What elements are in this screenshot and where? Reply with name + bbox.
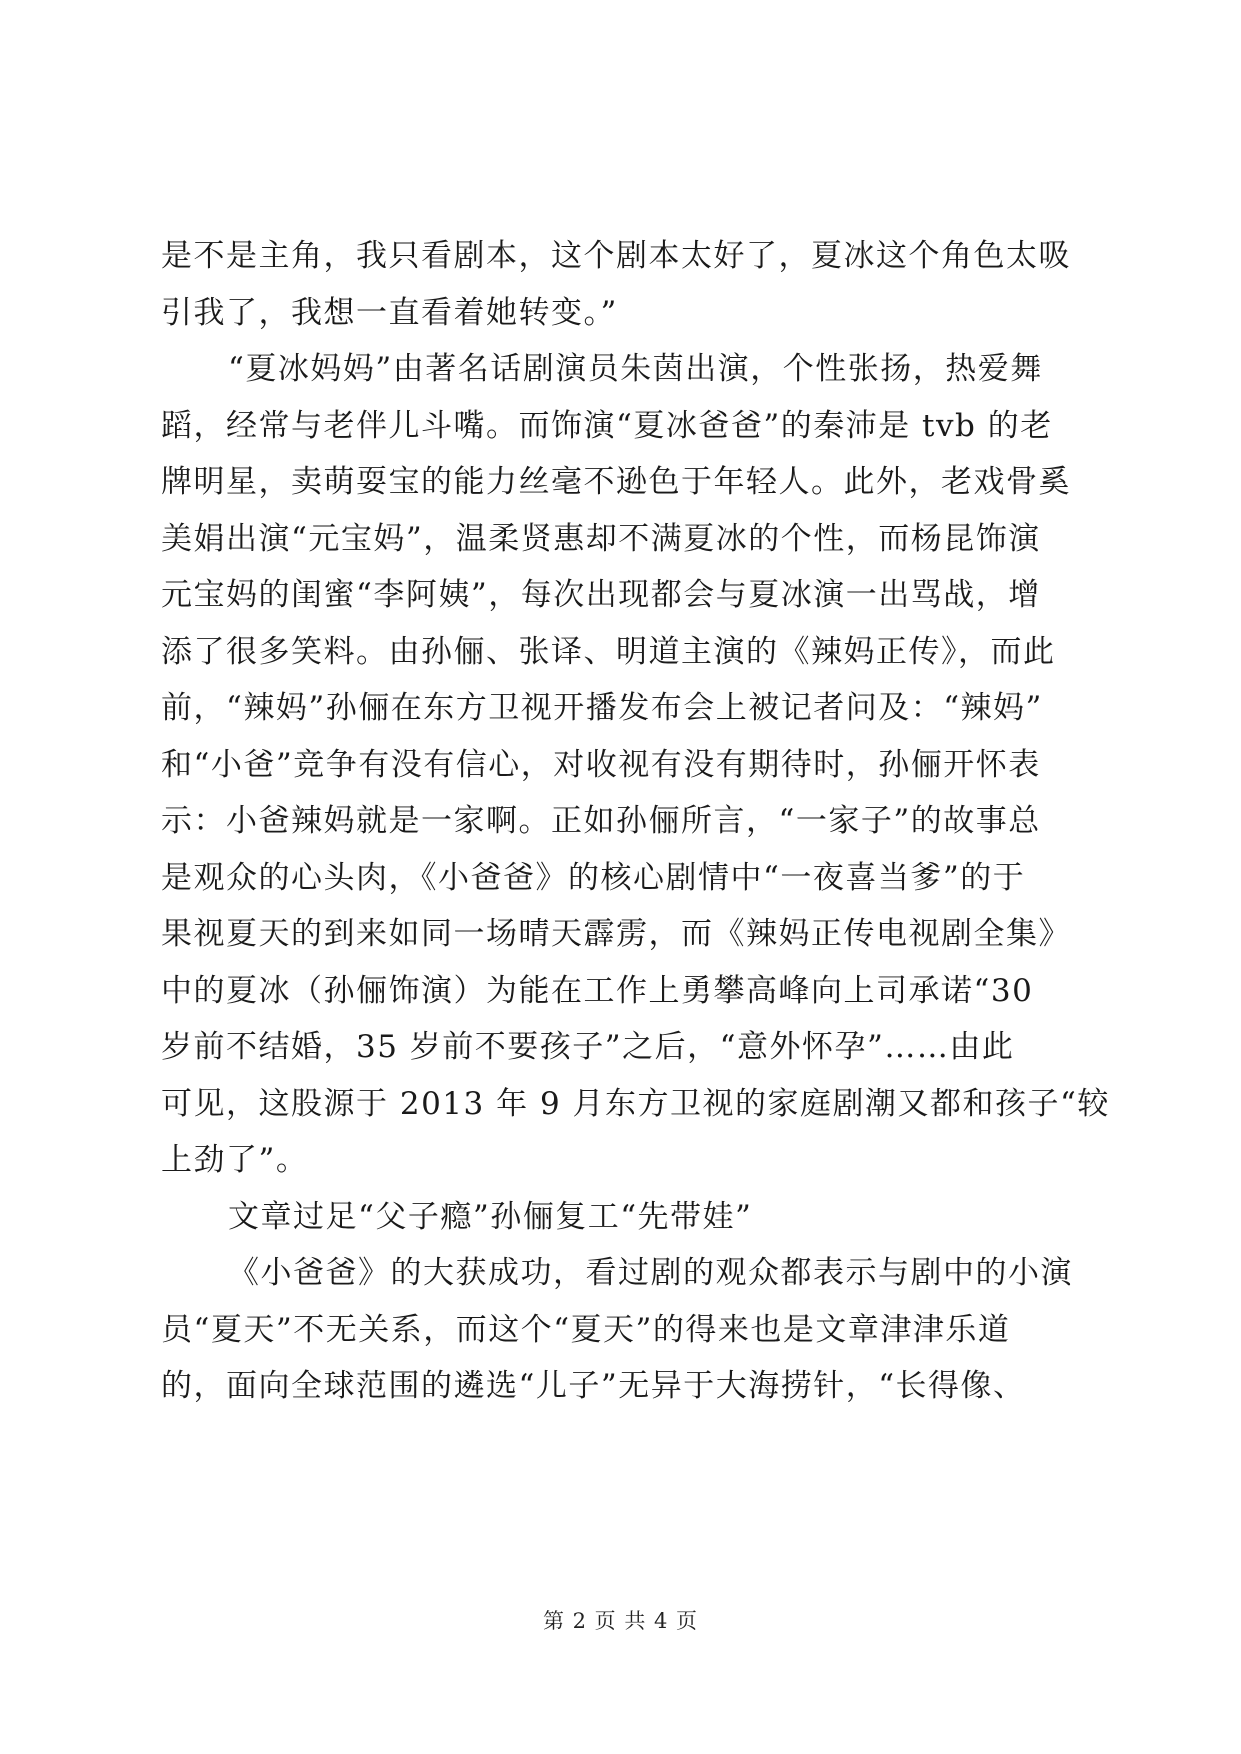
text-line: 岁前不结婚，35 岁前不要孩子”之后，“意外怀孕”……由此 (161, 1029, 1015, 1065)
text-line: 的，面向全球范围的遴选“儿子”无异于大海捞针，“长得像、 (161, 1368, 1026, 1404)
text-line: 示：小爸辣妈就是一家啊。正如孙俪所言，“一家子”的故事总 (161, 803, 1041, 839)
text-line: 是不是主角，我只看剧本，这个剧本太好了，夏冰这个角色太吸 (161, 238, 1071, 274)
text-line: 和“小爸”竞争有没有信心，对收视有没有期待时，孙俪开怀表 (161, 746, 1041, 783)
text-line: 前，“辣妈”孙俪在东方卫视开播发布会上被记者问及：“辣妈” (161, 690, 1043, 726)
text-line: 果视夏天的到来如同一场晴天霹雳，而《辣妈正传电视剧全集》 (161, 916, 1071, 952)
text-line: 元宝妈的闺蜜“李阿姨”，每次出现都会与夏冰演一出骂战，增 (161, 577, 1041, 613)
text-line: 蹈，经常与老伴儿斗嘴。而饰演“夏冰爸爸”的秦沛是 tvb 的老 (161, 407, 1053, 444)
text-line: 是观众的心头肉，《小爸爸》的核心剧情中“一夜喜当爹”的于 (161, 859, 1026, 896)
text-line: 添了很多笑料。由孙俪、张译、明道主演的《辣妈正传》，而此 (161, 633, 1056, 670)
paragraph-start-line: 《小爸爸》的大获成功，看过剧的观众都表示与剧中的小演 (228, 1255, 1073, 1291)
text-line: 上劲了”。 (161, 1142, 309, 1178)
text-line: 美娟出演“元宝妈”，温柔贤惠却不满夏冰的个性，而杨昆饰演 (161, 520, 1041, 557)
text-line: 牌明星，卖萌耍宝的能力丝毫不逊色于年轻人。此外，老戏骨奚 (161, 464, 1071, 500)
page-number-footer: 第 2 页 共 4 页 (542, 1609, 699, 1633)
text-line: 可见，这股源于 2013 年 9 月东方卫视的家庭剧潮又都和孩子“较 (161, 1085, 1110, 1122)
text-line: 中的夏冰（孙俪饰演）为能在工作上勇攀高峰向上司承诺“30 (161, 972, 1034, 1009)
paragraph-start-line: “夏冰妈妈”由著名话剧演员朱茵出演，个性张扬，热爱舞 (228, 351, 1043, 387)
section-heading: 文章过足“父子瘾”孙俪复工“先带娃” (228, 1198, 753, 1235)
text-line: 员“夏天”不无关系，而这个“夏天”的得来也是文章津津乐道 (161, 1311, 1011, 1348)
document-body (161, 228, 1110, 1415)
text-line: 引我了，我想一直看着她转变。” (161, 294, 618, 331)
